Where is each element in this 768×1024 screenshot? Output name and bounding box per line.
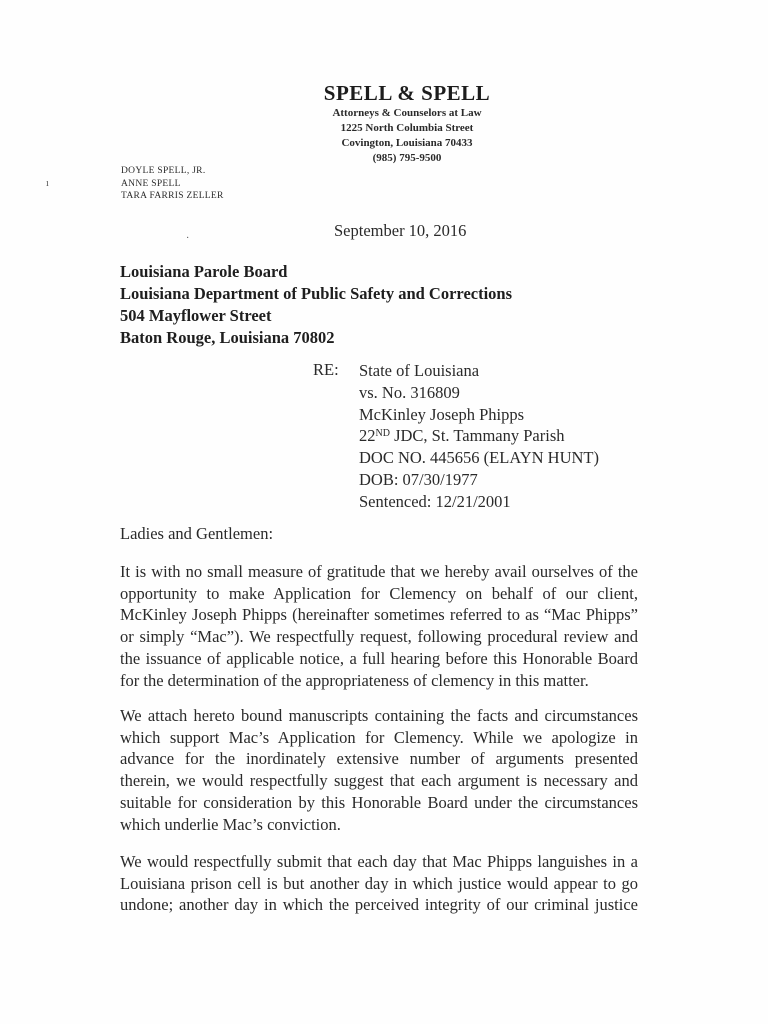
addressee-line: Baton Rouge, Louisiana 70802: [120, 328, 335, 347]
addressee-line: Louisiana Department of Public Safety and Corrections: [120, 284, 513, 303]
paragraph-1: [120, 561, 638, 691]
paragraph-line: Louisiana prison cell is but another day in which justice would appear to go: [120, 873, 638, 893]
paragraph-line: the issuance of applicable notice, a full hearing before this Honorable Board: [120, 648, 638, 668]
paragraph-line: which support Mac’s Application for Clemency. While we apologize in: [120, 727, 638, 747]
re-court-name: JDC, St. Tammany Parish: [389, 426, 565, 446]
paragraph-line: suitable for consideration by this Honorable Board under the circumstances: [120, 792, 638, 812]
addressee-block: [120, 261, 512, 349]
re-court-suffix: ND: [375, 428, 390, 440]
firm-phone: (985) 795-9500: [372, 152, 442, 164]
re-doc-number: DOC NO. 445656 (ELAYN HUNT): [359, 448, 599, 468]
firm-name: SPELL & SPELL: [323, 81, 491, 105]
re-court: [359, 425, 599, 447]
scan-speck: ·: [186, 233, 190, 244]
re-label: RE:: [313, 360, 339, 379]
letter-date: September 10, 2016: [334, 221, 467, 240]
firm-street: 1225 North Columbia Street: [340, 122, 474, 134]
re-court-ordinal: 22: [359, 426, 376, 446]
partner-name: TARA FARRIS ZELLER: [121, 191, 224, 201]
firm-tagline: Attorneys & Counselors at Law: [332, 107, 482, 119]
salutation: Ladies and Gentlemen:: [120, 524, 274, 543]
re-state: State of Louisiana: [359, 361, 480, 380]
partner-name: ANNE SPELL: [121, 178, 181, 189]
paragraph-line: undone; another day in which the perceived integrity of our criminal justice: [120, 895, 638, 915]
firm-city: Covington, Louisiana 70433: [341, 137, 473, 149]
re-sentenced: Sentenced: 12/21/2001: [359, 491, 511, 511]
re-block: [359, 360, 599, 513]
paragraph-line: therein, we would respectfully suggest that each argument is necessary and: [120, 771, 638, 791]
partner-name: DOYLE SPELL, JR.: [121, 166, 206, 176]
paragraph-2: [120, 705, 638, 835]
paragraph-line: advance for the inordinately extensive number of arguments presented: [120, 749, 638, 769]
letterhead: [300, 80, 514, 166]
paragraph-line: opportunity to make Application for Clemency on behalf of our client,: [120, 583, 638, 603]
paragraph-line: or simply “Mac”). We respectfully request, following procedural review and: [120, 627, 638, 647]
partners-list: [121, 165, 224, 203]
re-case-number: vs. No. 316809: [359, 382, 460, 402]
re-defendant-name: McKinley Joseph Phipps: [359, 404, 524, 424]
scan-speck: ı: [46, 178, 49, 189]
paragraph-line: McKinley Joseph Phipps (hereinafter sometimes referred to as “Mac Phipps”: [120, 605, 638, 625]
paragraph-line: which underlie Mac’s conviction.: [120, 814, 341, 834]
addressee-line: Louisiana Parole Board: [120, 262, 288, 281]
re-dob: DOB: 07/30/1977: [359, 469, 478, 489]
paragraph-line: We attach hereto bound manuscripts containing the facts and circumstances: [120, 706, 638, 725]
paragraph-line: It is with no small measure of gratitude that we hereby avail ourselves of the: [120, 562, 638, 581]
paragraph-line: for the determination of the appropriateness of clemency in this matter.: [120, 670, 589, 690]
addressee-line: 504 Mayflower Street: [120, 306, 272, 325]
paragraph-line: We would respectfully submit that each day that Mac Phipps languishes in a: [120, 852, 638, 871]
paragraph-3: [120, 851, 638, 916]
